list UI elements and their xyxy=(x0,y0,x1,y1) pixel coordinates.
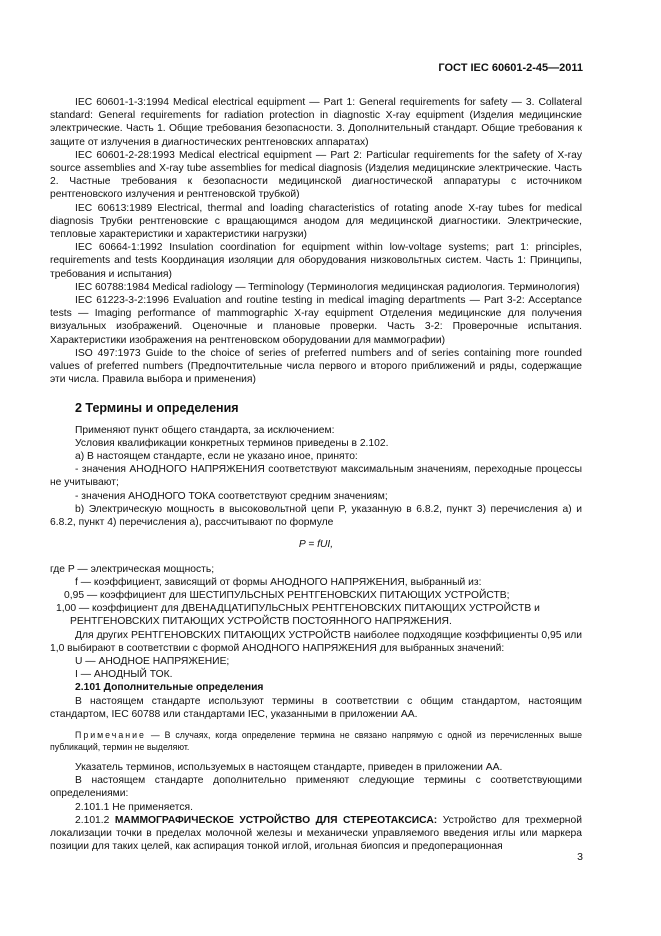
reference-iec-61223-3-2: IEC 61223-3-2:1996 Evaluation and routine testing in medical imaging departments — Part 3-2: Acceptance tests — Imaging performance of mammographic X-ray equipment Отделения медицинские для получения визуальных изображений. Оценочные и плановые проверки. Часть 3-2: Проверочные испытания. Характеристики изображения на рентгеновском оборудовании для маммографии) xyxy=(50,295,582,346)
section-2-anode-voltage-note: - значения АНОДНОГО НАПРЯЖЕНИЯ соответствуют максимальным значениям, переходные процессы не учитывают; xyxy=(50,464,582,489)
symbol-u-definition: U — АНОДНОЕ НАПРЯЖЕНИЕ; xyxy=(75,655,230,667)
page-number: 3 xyxy=(577,851,583,863)
coefficient-100-line1: 1,00 — коэффициент для ДВЕНАДЦАТИПУЛЬСНЫХ РЕНТГЕНОВСКИХ ПИТАЮЩИХ УСТРОЙСТВ и xyxy=(56,603,540,615)
symbol-i-definition: I — АНОДНЫЙ ТОК. xyxy=(75,669,173,681)
coefficient-100 xyxy=(50,602,582,628)
section-2101-heading: 2.101 Дополнительные определения xyxy=(75,682,264,694)
reference-iso-497: ISO 497:1973 Guide to the choice of series of preferred numbers and of series containing more rounded values of preferred numbers (Предпочтительные числа первого и второго приближений и ряды, содержащие эти числа. Правила выбора и применения) xyxy=(50,347,582,386)
reference-iec-60664-1: IEC 60664-1:1992 Insulation coordination for equipment within low-voltage systems; part 1: principles, requirements and tests Координация изоляции для оборудования низковольтных систем. Часть 1: Принципы, требования и испытания) xyxy=(50,242,582,280)
power-formula: P = fUI, xyxy=(298,539,334,551)
reference-iec-60601-1-3: IEC 60601-1-3:1994 Medical electrical equipment — Part 1: General requirements for safety — 3. Collateral standard: General requirements for radiation protection in diagnostic X-ray equipment (Изделия медицинские электрические. Часть 1. Общие требования безопасности. 3. Дополнительный стандарт. Общие требования к защите от излучения в диагностических рентгеновских аппаратах) xyxy=(50,97,582,148)
note-text: — В случаях, когда определение термина не связано напрямую с одной из перечисленных выше публикаций, термин не выделяют. xyxy=(50,729,582,752)
section-2-item-b: b) Электрическую мощность в высоковольтной цепи P, указанную в 6.8.2, пункт 3) перечисления a) и 6.8.2, пункт 4) перечисления a), рассчитывают по формуле xyxy=(50,503,582,529)
section-2-intro: Применяют пункт общего стандарта, за исключением: xyxy=(75,424,335,436)
terms-index-para: Указатель терминов, используемых в настоящем стандарте, приведен в приложении АА. xyxy=(75,761,503,773)
section-2-heading: 2 Термины и определения xyxy=(75,401,239,416)
standard-code-header: ГОСТ IEC 60601-2-45—2011 xyxy=(438,62,583,74)
reference-iec-60788: IEC 60788:1984 Medical radiology — Terminology (Терминология медицинская радиология. Терминология) xyxy=(75,281,580,293)
item-2101-2 xyxy=(50,814,582,854)
section-2-anode-current-note: - значения АНОДНОГО ТОКА соответствуют средним значениям; xyxy=(75,490,388,502)
section-2-conditions: Условия квалификации конкретных терминов приведены в 2.102. xyxy=(75,437,389,449)
item-2101-1: 2.101.1 Не применяется. xyxy=(75,801,193,813)
section-2-item-a: а) В настоящем стандарте, если не указано иное, принято: xyxy=(75,451,358,463)
reference-iec-60601-2-28: IEC 60601-2-28:1993 Medical electrical equipment — Part 2: Particular requirements for the safety of X-ray source assemblies and X-ray tube assemblies for medical diagnosis (Изделия медицинские электрические. Часть 2. Частные требования к безопасности медицинской диагностической аппаратуры с источником рентгеновского излучения и рентгеновской трубкой) xyxy=(50,149,582,201)
coefficient-100-line2: РЕНТГЕНОВСКИХ ПИТАЮЩИХ УСТРОЙСТВ ПОСТОЯННОГО НАПРЯЖЕНИЯ. xyxy=(70,616,452,628)
document-body xyxy=(50,96,582,853)
additional-terms-para: В настоящем стандарте дополнительно применяют следующие термины с соответствующими определениями: xyxy=(50,775,582,800)
coefficient-f-definition: f — коэффициент, зависящий от формы АНОДНОГО НАПРЯЖЕНИЯ, выбранный из: xyxy=(75,576,482,588)
formula-where-line: где P — электрическая мощность; xyxy=(50,563,215,575)
coefficient-095: 0,95 — коэффициент для ШЕСТИПУЛЬСНЫХ РЕНТГЕНОВСКИХ ПИТАЮЩИХ УСТРОЙСТВ; xyxy=(64,589,510,601)
other-supply-devices: Для других РЕНТГЕНОВСКИХ ПИТАЮЩИХ УСТРОЙСТВ наиболее подходящие коэффициенты 0,95 или 1,0 выбирают в соответствии с формой АНОДНОГО НАПРЯЖЕНИЯ для выбранных значений: xyxy=(50,629,582,654)
item-2101-2-number: 2.101.2 xyxy=(75,814,110,826)
item-2101-2-term: МАММОГРАФИЧЕСКОЕ УСТРОЙСТВО ДЛЯ СТЕРЕОТАКСИСА: xyxy=(114,814,438,826)
note xyxy=(50,729,582,753)
item-2101-2-text: Устройство для трехмерной локализации точки в пределах молочной железы и механически управляемого введения иглы или маркера позиции для таких целей, как аспирация тонкой иглой, игольная биопсия и предоперационная xyxy=(50,814,582,853)
reference-iec-60613: IEC 60613:1989 Electrical, thermal and loading characteristics of rotating anode X-ray tubes for medical diagnosis Трубки рентгеновские с вращающимся анодом для медицинской диагностики. Электрические, тепловые характеристики и характеристики нагрузки) xyxy=(50,202,582,241)
section-2101-para: В настоящем стандарте используют термины в соответствии с общим стандартом, настоящим стандартом, IEC 60788 или стандартами IEC, указанными в приложении АА. xyxy=(50,695,582,720)
note-label: Примечание xyxy=(75,729,146,740)
